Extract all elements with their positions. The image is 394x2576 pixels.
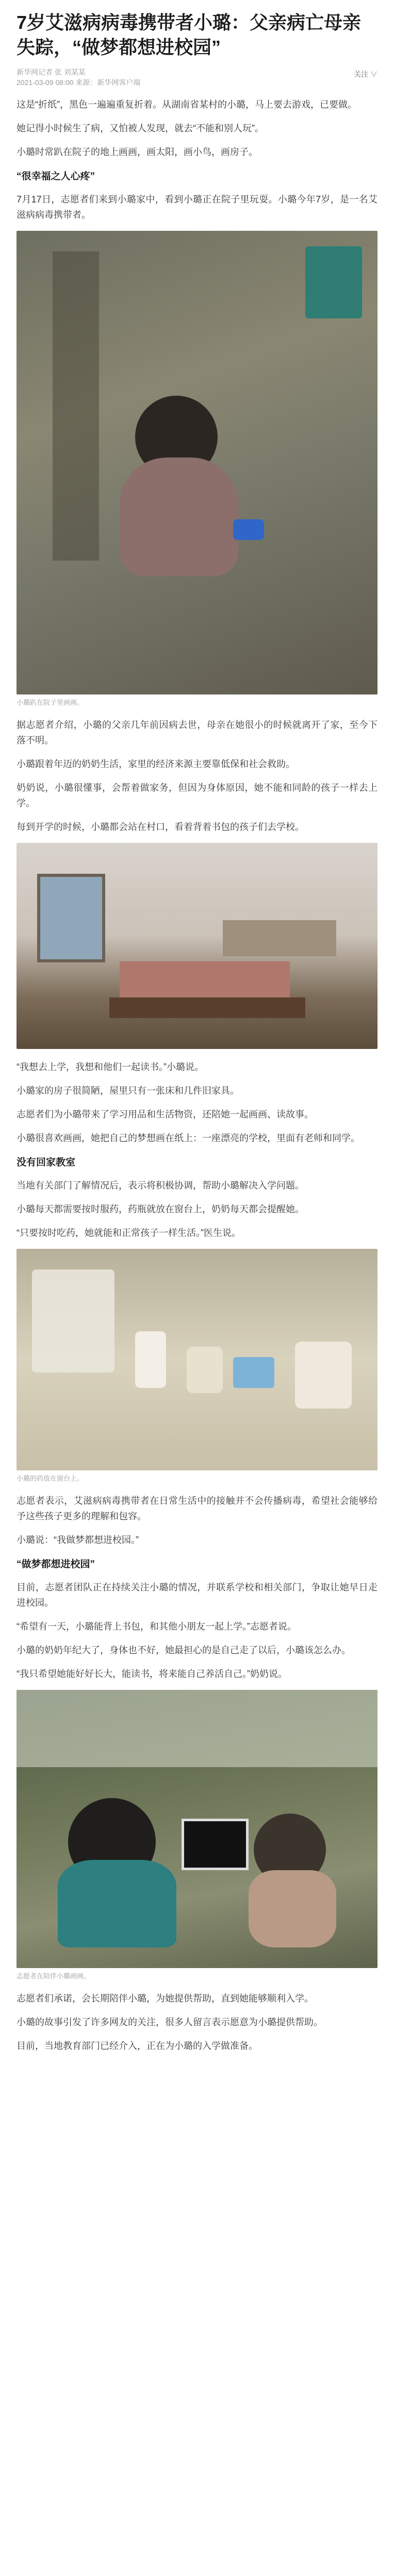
paragraph: 小璐的故事引发了许多网友的关注，很多人留言表示愿意为小璐提供帮助。 [17,2017,323,2027]
photo-girl-drawing [17,231,377,694]
paragraph: 目前，当地教育部门已经介入，正在为小璐的入学做准备。 [17,2041,258,2051]
paragraph: “只要按时吃药，她就能和正常孩子一样生活。”医生说。 [17,1228,241,1238]
paragraph: 小璐时常趴在院子的地上画画，画太阳，画小鸟，画房子。 [17,147,258,157]
photo-caption: 志愿者在陪伴小璐画画。 [17,1972,91,1980]
section-heading: 没有回家教室 [17,1157,76,1168]
page [0,10,394,2077]
article [0,10,394,2077]
section-heading: “很幸福之人心疼” [17,171,95,182]
paragraph: 据志愿者介绍，小璐的父亲几年前因病去世，母亲在她很小的时候就离开了家，至今下落不明。 [17,720,377,745]
photo-medicine [17,1249,377,1470]
paragraph: “我想去上学，我想和他们一起读书。”小璐说。 [17,1062,204,1072]
meta-info [17,67,140,88]
paragraph: 当地有关部门了解情况后，表示将积极协调，帮助小璐解决入学问题。 [17,1180,304,1191]
article-title: 7岁艾滋病病毒携带者小璐：父亲病亡母亲失踪，“做梦都想进校园” [17,12,362,58]
meta-date-source: 2021-03-09 08:00 来源：新华网客户端 [17,78,141,87]
paragraph: 小璐每天都需要按时服药，药瓶就放在窗台上，奶奶每天都会提醒她。 [17,1204,304,1214]
photo-volunteer-drawing [17,1690,377,1968]
paragraph: 奶奶说，小璐很懂事，会帮着做家务，但因为身体原因，她不能和同龄的孩子一样去上学。 [17,783,377,808]
paragraph: 志愿者表示，艾滋病病毒携带者在日常生活中的接触并不会传播病毒，希望社会能够给予这些孩子更多的理解和包容。 [17,1496,377,1521]
paragraph: 小璐家的房子很简陋，屋里只有一张床和几件旧家具。 [17,1086,239,1096]
section-heading: “做梦都想进校园” [17,1559,95,1570]
paragraph: 目前，志愿者团队正在持续关注小璐的情况，并联系学校和相关部门，争取让她早日走进校园。 [17,1582,377,1608]
paragraph: 志愿者们承诺，会长期陪伴小璐，为她提供帮助，直到她能够顺利入学。 [17,1993,314,2004]
paragraph: “我只希望她能好好长大，能读书，将来能自己养活自己。”奶奶说。 [17,1669,287,1679]
paragraph: “希望有一天，小璐能背上书包，和其他小朋友一起上学。”志愿者说。 [17,1621,297,1632]
meta-author: 新华网记者 张 刘某某 [17,68,86,76]
paragraph: 她记得小时候生了病，又怕被人发现，就去“不能和别人玩”。 [17,123,264,133]
paragraph: 小璐的奶奶年纪大了，身体也不好，她最担心的是自己走了以后，小璐该怎么办。 [17,1645,351,1655]
photo-caption: 小璐的药放在窗台上。 [17,1475,84,1482]
photo-caption: 小璐趴在院子里画画。 [17,699,84,706]
follow-button[interactable]: 关注 ∨ [354,67,377,81]
paragraph: 这是“折纸”，黑色一遍遍重复折着。从湖南省某村的小璐，马上要去游戏，已要做。 [17,99,357,110]
paragraph: 每到开学的时候，小璐都会站在村口，看着背着书包的孩子们去学校。 [17,822,304,832]
paragraph: 7月17日，志愿者们来到小璐家中，看到小璐正在院子里玩耍。小璐今年7岁，是一名艾滋病病毒携带者。 [17,194,377,220]
paragraph: 小璐很喜欢画画，她把自己的梦想画在纸上：一座漂亮的学校，里面有老师和同学。 [17,1133,360,1143]
paragraph: 小璐跟着年迈的奶奶生活，家里的经济来源主要靠低保和社会救助。 [17,759,295,769]
article-meta [17,67,377,88]
paragraph: 志愿者们为小璐带来了学习用品和生活物资，还陪她一起画画、读故事。 [17,1109,314,1120]
paragraph: 小璐说：“我做梦都想进校园。” [17,1535,139,1545]
article-end [17,2062,377,2077]
photo-bedroom [17,843,377,1049]
